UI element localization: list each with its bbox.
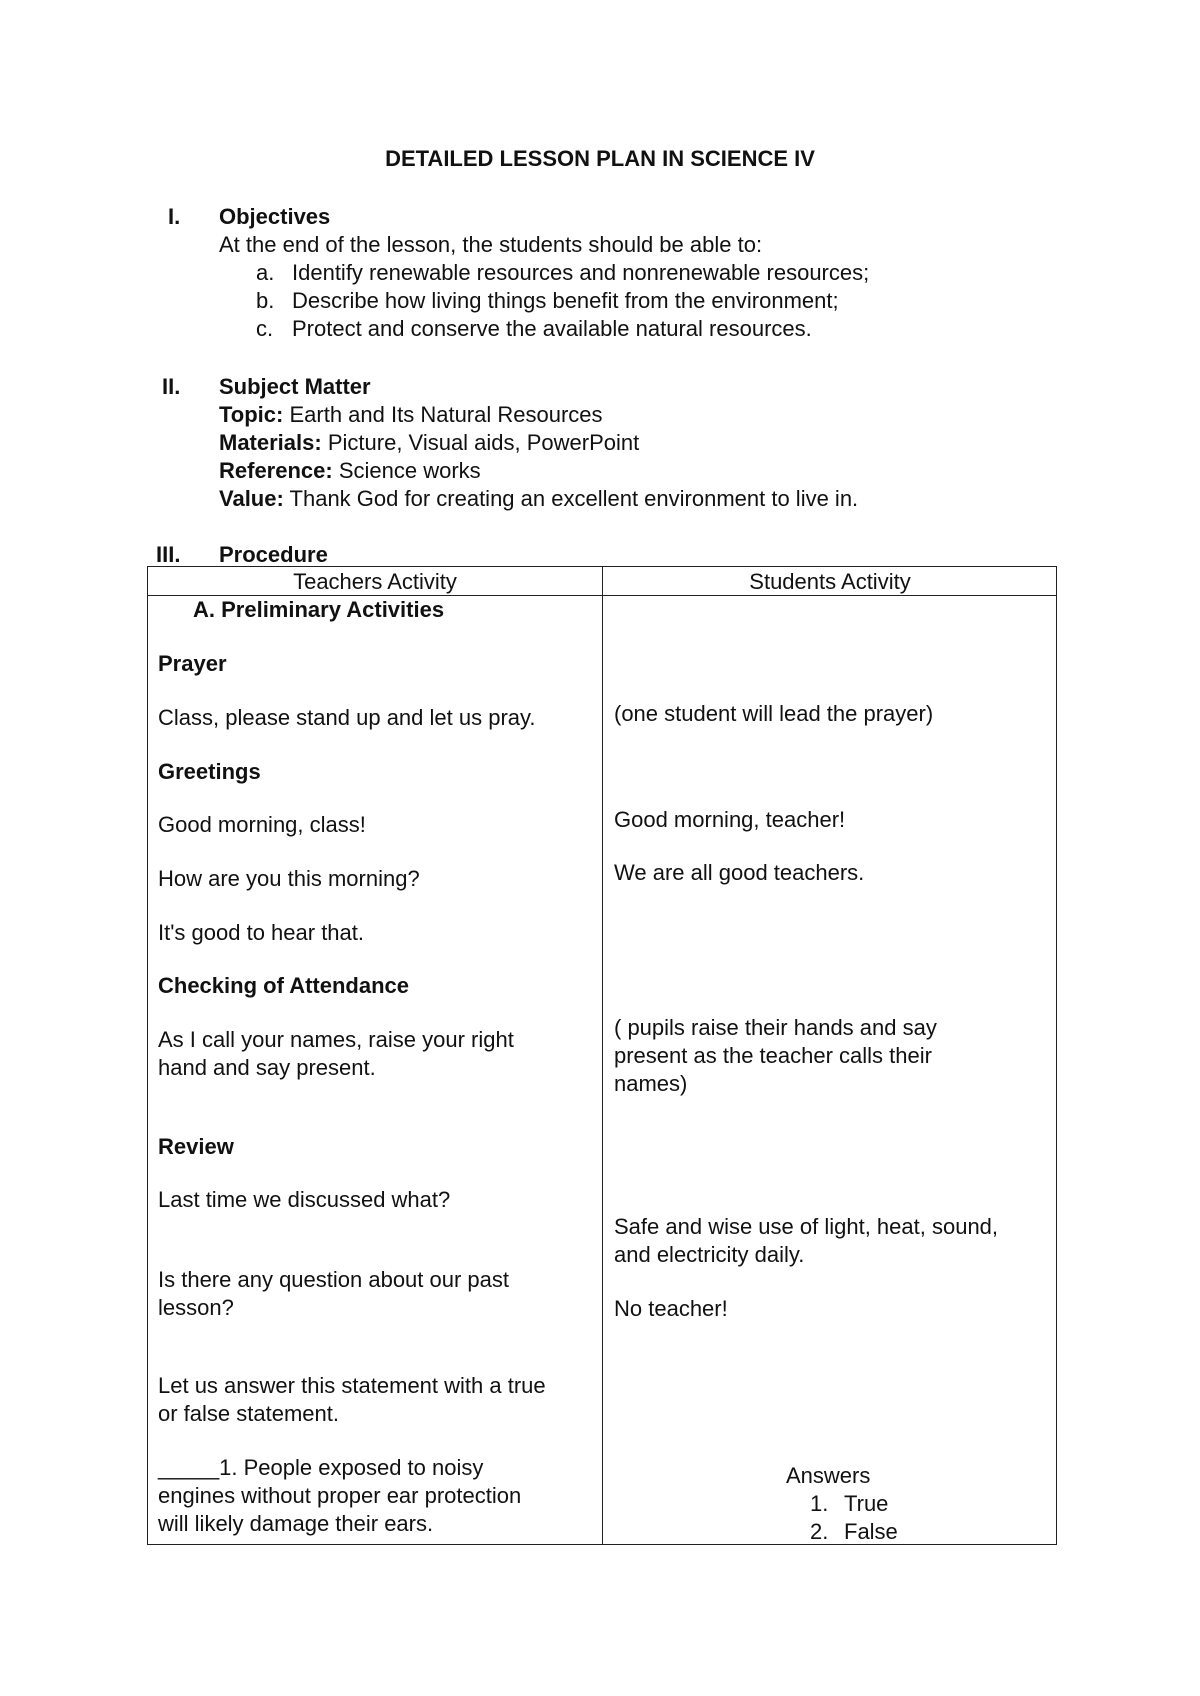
teacher-greeting: It's good to hear that.	[158, 920, 365, 945]
student-no-question-answer: No teacher!	[614, 1296, 728, 1321]
student-greeting-response: We are all good teachers.	[614, 860, 865, 885]
column-divider	[602, 567, 603, 1544]
true-false-instruction: or false statement.	[158, 1401, 339, 1426]
student-prayer-response: (one student will lead the prayer)	[614, 701, 934, 726]
prayer-heading: Prayer	[158, 651, 227, 676]
value-value: Thank God for creating an excellent environment to live in.	[289, 486, 859, 511]
objectives-number: I.	[168, 204, 181, 229]
review-heading: Review	[158, 1134, 234, 1159]
value-label: Value:	[219, 486, 284, 511]
procedure-heading: Procedure	[219, 542, 328, 567]
answer-number: 1.	[810, 1491, 829, 1516]
objective-item: Identify renewable resources and nonrenewable resources;	[292, 260, 870, 285]
student-review-answer: and electricity daily.	[614, 1242, 805, 1267]
value-line	[219, 486, 858, 512]
document-title: DETAILED LESSON PLAN IN SCIENCE IV	[385, 146, 815, 171]
preliminary-activities-heading: A. Preliminary Activities	[193, 597, 445, 622]
student-attendance-response: present as the teacher calls their	[614, 1043, 932, 1068]
greetings-heading: Greetings	[158, 759, 261, 784]
students-activity-header: Students Activity	[749, 569, 911, 594]
objective-item: Describe how living things benefit from the environment;	[292, 288, 839, 313]
student-review-answer: Safe and wise use of light, heat, sound,	[614, 1214, 999, 1239]
materials-line	[219, 430, 639, 456]
true-false-statement: will likely damage their ears.	[158, 1511, 434, 1536]
true-false-statement: engines without proper ear protection	[158, 1483, 522, 1508]
teacher-greeting: How are you this morning?	[158, 866, 420, 891]
teacher-review-question: Last time we discussed what?	[158, 1187, 451, 1212]
answers-heading: Answers	[786, 1463, 871, 1488]
objective-marker: a.	[256, 260, 275, 285]
answer-item: True	[844, 1491, 889, 1516]
answer-item: False	[844, 1519, 898, 1544]
true-false-statement: _____1. People exposed to noisy	[158, 1455, 484, 1480]
objectives-intro: At the end of the lesson, the students should be able to:	[219, 232, 763, 257]
true-false-instruction: Let us answer this statement with a true	[158, 1373, 546, 1398]
procedure-number: III.	[156, 542, 181, 567]
teacher-review-question: Is there any question about our past	[158, 1267, 510, 1292]
objective-item: Protect and conserve the available natural resources.	[292, 316, 812, 341]
subject-matter-number: II.	[162, 374, 181, 399]
teacher-attendance-text: As I call your names, raise your right	[158, 1027, 514, 1052]
teacher-greeting: Good morning, class!	[158, 812, 366, 837]
teacher-attendance-text: hand and say present.	[158, 1055, 376, 1080]
materials-value: Picture, Visual aids, PowerPoint	[327, 430, 640, 455]
student-greeting-response: Good morning, teacher!	[614, 807, 846, 832]
objective-marker: c.	[256, 316, 274, 341]
objective-marker: b.	[256, 288, 275, 313]
reference-label: Reference:	[219, 458, 333, 483]
student-attendance-response: names)	[614, 1071, 688, 1096]
student-attendance-response: ( pupils raise their hands and say	[614, 1015, 937, 1040]
teacher-review-question: lesson?	[158, 1295, 234, 1320]
procedure-table	[147, 566, 1057, 1545]
teachers-activity-header: Teachers Activity	[293, 569, 457, 594]
reference-line	[219, 458, 481, 484]
topic-label: Topic:	[219, 402, 284, 427]
reference-value: Science works	[338, 458, 481, 483]
materials-label: Materials:	[219, 430, 322, 455]
subject-matter-heading: Subject Matter	[219, 374, 371, 399]
teacher-prayer-text: Class, please stand up and let us pray.	[158, 705, 536, 730]
objectives-heading: Objectives	[219, 204, 331, 229]
attendance-heading: Checking of Attendance	[158, 973, 409, 998]
topic-line	[219, 402, 603, 428]
topic-value: Earth and Its Natural Resources	[289, 402, 603, 427]
answer-number: 2.	[810, 1519, 829, 1544]
